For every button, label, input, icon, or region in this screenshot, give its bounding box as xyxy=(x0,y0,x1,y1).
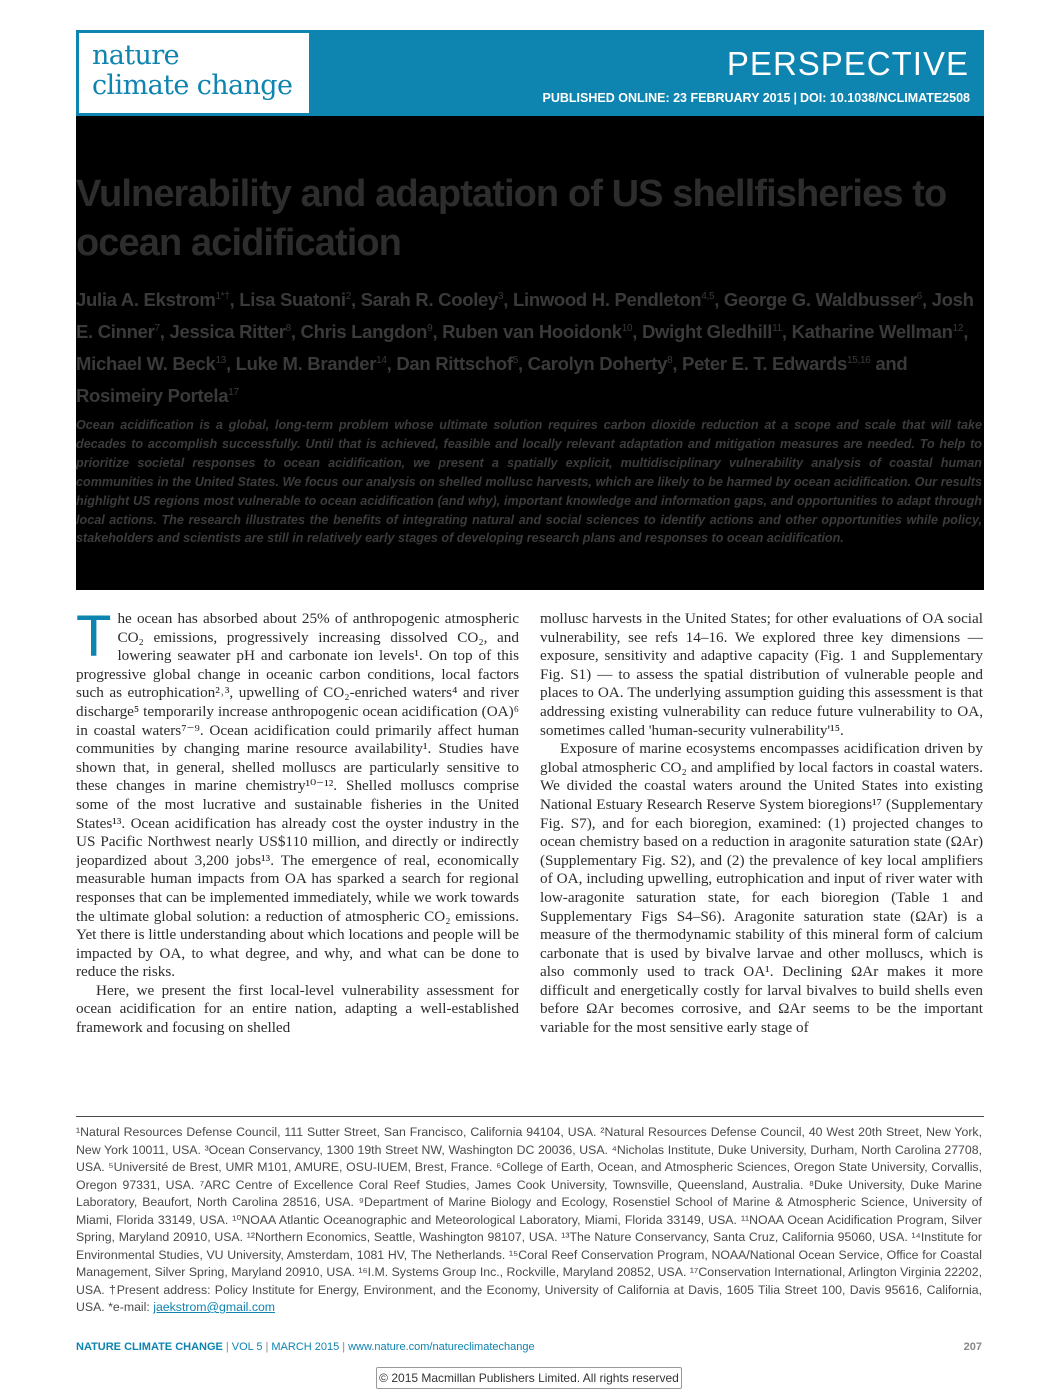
author-affiliation: 13 xyxy=(215,355,226,366)
author-name: Dwight Gledhill xyxy=(641,321,773,342)
author-name: Julia A. Ekstrom xyxy=(76,289,216,310)
author-affiliation: 15,16 xyxy=(847,355,871,366)
journal-header xyxy=(76,30,984,116)
footnote-divider xyxy=(76,1116,984,1117)
publication-info: PUBLISHED ONLINE: 23 FEBRUARY 2015 | DOI: 10.1038/NCLIMATE2508 xyxy=(542,91,970,105)
journal-logo[interactable] xyxy=(79,33,309,113)
author-affiliation: 4,5 xyxy=(701,291,715,302)
page-number: 207 xyxy=(963,1341,982,1353)
author-name: Luke M. Brander xyxy=(235,353,377,374)
body-paragraph: Exposure of marine ecosystems encompasses acidification driven by global atmospheric CO₂ and amplified by local factors in coastal waters. We divided the coastal waters around the United States into existing National Estuary Research Reserve System bioregions¹⁷ (Supplementary Fig. S7), and for each bioregion, examined: (1) projected changes to ocean chemistry based on a reduction in aragonite saturation state (ΩAr) (Supplementary Fig. S2), and (2) the prevalence of key local amplifiers of OA, including upwelling, eutrophication and input of river water with low-aragonite saturation state, for each bioregion (Table 1 and Supplementary Figs S4–S6). Aragonite saturation state (ΩAr) is a measure of the thermodynamic stability of this mineral form of calcium carbonate that is used by bivalve larvae and other molluscs, which is also commonly used to track OA¹. Declining ΩAr makes it more difficult and energetically costly for larval bivalves to build shells even before ΩAr becomes corrosive, and ΩAr seems to be the important variable for the most sensitive early stage of xyxy=(540,740,983,1037)
journal-logo-text: nature climate change xyxy=(92,40,293,101)
affiliations-footnote: ¹Natural Resources Defense Council, 111 Sutter Street, San Francisco, California 94104, USA. ²Natural Resources Defense Council, 40 West 20th Street, New York, New York 10011, USA. ³Ocean Conservancy, 1300 19th Street NW, Washington DC 20036, USA. ⁴Nicholas Institute, Duke University, Durham, North Carolina 27708, USA. ⁵Université de Brest, UMR M101, AMURE, OSU-IUEM, Brest, France. ⁶College of Earth, Ocean, and Atmospheric Sciences, Oregon State University, Corvallis, Oregon 97331, USA. ⁷ARC Centre of Excellence Coral Reef Studies, James Cook University, Townsville, Queensland, Australia. ⁸Duke University, Duke Marine Laboratory, Beaufort, North Carolina 28516, USA. ⁹Department of Marine Biology and Ecology, Rosenstiel School of Marine & Atmospheric Science, University of Miami, Florida 33149, USA. ¹⁰NOAA Atlantic Oceanographic and Meteorological Laboratory, Miami, Florida 33149, USA. ¹¹NOAA Ocean Acidification Program, Silver Spring, Maryland 20910, USA. ¹²Northern Economics, Seattle, Washington 98107, USA. ¹³The Nature Conservancy, Santa Cruz, California 95060, USA. ¹⁴Institute for Environmental Studies, VU University, Amsterdam, 1081 HV, The Netherlands. ¹⁵Coral Reef Conservation Program, NOAA/National Ocean Service, Office for Coastal Management, Silver Spring, Maryland 20910, USA. ¹⁶I.M. Systems Group Inc., Rockville, Maryland 20852, USA. ¹⁷Conservation International, Arlington Virginia 22202, USA. †Present address: Policy Institute for Energy, Environment, and the Economy, University of California at Davis, 1605 Tilia Street 100, Davis 95616, California, USA. *e-mail: jaekstrom@gmail.com xyxy=(76,1125,982,1314)
footer-url[interactable]: www.nature.com/natureclimatechange xyxy=(348,1341,535,1353)
footer-date: MARCH 2015 xyxy=(271,1341,340,1353)
article-title: Vulnerability and adaptation of US shellfisheries to ocean acidification xyxy=(76,173,947,264)
author-affiliation: 10 xyxy=(621,323,633,334)
author-name: Rosimeiry Portela xyxy=(76,385,229,406)
author-name: Katharine Wellman xyxy=(791,321,953,342)
author-affiliation: 3 xyxy=(498,291,504,302)
author-affiliation: 2 xyxy=(345,291,351,302)
published-date: PUBLISHED ONLINE: 23 FEBRUARY 2015 xyxy=(542,91,791,105)
section-label: PERSPECTIVE xyxy=(726,45,969,82)
author-affiliation: 7 xyxy=(154,323,160,334)
author-affiliation: 12 xyxy=(952,323,964,334)
author-affiliation: 11 xyxy=(772,323,782,334)
author-name: Sarah R. Cooley xyxy=(360,289,499,310)
author-affiliation: 1*† xyxy=(215,291,230,302)
author-affiliation: 5 xyxy=(512,355,518,366)
body-column-right xyxy=(540,610,983,1080)
author-and: and xyxy=(870,353,908,374)
body-paragraph: mollusc harvests in the United States; for other evaluations of OA social vulnerability, see refs 14–16. We explored three key dimensions — exposure, sensitivity and adaptive capacity (Fig. 1 and Supplementary Fig. S1) — to assess the spatial distribution of vulnerable people and places to OA. The underlying assumption guiding this assessment is that addressing existing vulnerability can reduce future vulnerability to OA, sometimes called 'human-security vulnerability'¹⁵. xyxy=(540,610,983,739)
body-paragraph: Here, we present the first local-level vulnerability assessment for ocean acidification for an entire nation, adapting a well-established framework and focusing on shelled xyxy=(76,981,519,1037)
abstract: Ocean acidification is a global, long-term problem whose ultimate solution requires carbon dioxide reduction at a scope and scale that will take decades to accomplish successfully. Until that is achieved, feasible and locally relevant adaptation and mitigation measures are needed. To help to prioritize societal responses to ocean acidification, we present a spatially explicit, multidisciplinary vulnerability analysis of coastal human communities in the United States. We focus our analysis on shelled mollusc harvests, which are likely to be harmed by ocean acidification. Our results highlight US regions most vulnerable to ocean acidification (and why), important knowledge and information gaps, and opportunities to adapt through local actions. The research illustrates the benefits of integrating natural and social sciences to identify actions and other opportunities while policy, stakeholders and scientists are still in relatively early stages of developing research plans and responses to ocean acidification. xyxy=(76,418,982,546)
page-footer: NATURE CLIMATE CHANGE | VOL 5 | MARCH 2015 | www.nature.com/natureclimatechange 207 xyxy=(76,1341,982,1353)
author-list: Julia A. Ekstrom$^{1*\dagger}$, Lisa Suatoni$^2$, Sarah R. Cooley$^3$, Linwood H. Pendleton$^{4,5}$, George G. Waldbusser$^6$, Josh E. Cinner$^7$, Jessica Ritter$^8$, Chris Langdon$^9$, Ruben van Hooidonk$^{10}$, Dwight Gledhill$^{11}$, Katharine Wellman$^{12}$, Michael W. Beck$^{13}$, Luke M. Brander$^{14}$, Dan Rittschof$^5$, Carolyn Doherty$^8$, Peter E. T. Edwards$^{15,16}$ and Rosimeiry Portela$^{17}$ xyxy=(76,289,974,406)
body-paragraph: The ocean has absorbed about 25% of anthropogenic atmospheric CO₂ emissions, progressively increasing dissolved CO₂, and lowering seawater pH and carbonate ion levels¹. On top of this progressive global change in oceanic carbon conditions, local factors such as eutrophication²˒³, upwelling of CO₂-enriched waters⁴ and river discharge⁵ temporarily increase anthropogenic ocean acidification (OA)⁶ in coastal waters⁷⁻⁹. Ocean acidification could primarily affect human communities by changing marine resource availability¹. Studies have shown that, in general, shelled molluscs are particularly sensitive to these changes in marine chemistry¹⁰⁻¹². Shelled molluscs comprise some of the most lucrative and sustainable fisheries in the United States¹³. Ocean acidification has already cost the oyster industry in the US Pacific Northwest nearly US$110 million, and directly or indirectly jeopardized about 3,200 jobs¹³. The emergence of real, economically measurable human impacts from OA has sparked a search for regional responses that can be implemented immediately, while we work towards the ultimate global solution: a reduction of atmospheric CO₂ emissions. Yet there is little understanding about which locations and people will be impacted by OA, to what degree, and why, and what can be done to reduce the risks. xyxy=(76,610,519,981)
author-name: Ruben van Hooidonk xyxy=(442,321,622,342)
author-name: Josh E. Cinner xyxy=(76,289,974,342)
author-name: George G. Waldbusser xyxy=(723,289,917,310)
author-name: Chris Langdon xyxy=(300,321,428,342)
author-affiliation: 14 xyxy=(376,355,387,366)
author-affiliation: 8 xyxy=(285,323,291,334)
author-name: Michael W. Beck xyxy=(76,353,216,374)
author-affiliation: 17 xyxy=(228,387,239,398)
footer-journal: NATURE CLIMATE CHANGE xyxy=(76,1341,223,1353)
email-link[interactable]: jaekstrom@gmail.com xyxy=(153,1300,276,1314)
body-column-left xyxy=(76,610,519,1080)
drop-cap: T xyxy=(76,610,112,669)
author-name: Peter E. T. Edwards xyxy=(682,353,848,374)
author-name: Linwood H. Pendleton xyxy=(512,289,702,310)
copyright-notice: © 2015 Macmillan Publishers Limited. All rights reserved xyxy=(376,1367,682,1389)
author-affiliation: 6 xyxy=(916,291,922,302)
author-name: Carolyn Doherty xyxy=(527,353,668,374)
author-affiliation: 9 xyxy=(427,323,433,334)
author-affiliation: 8 xyxy=(667,355,673,366)
footer-volume: VOL 5 xyxy=(231,1341,263,1353)
author-name: Lisa Suatoni xyxy=(239,289,346,310)
author-name: Dan Rittschof xyxy=(396,353,513,374)
author-name: Jessica Ritter xyxy=(169,321,286,342)
doi[interactable]: DOI: 10.1038/NCLIMATE2508 xyxy=(800,91,970,105)
